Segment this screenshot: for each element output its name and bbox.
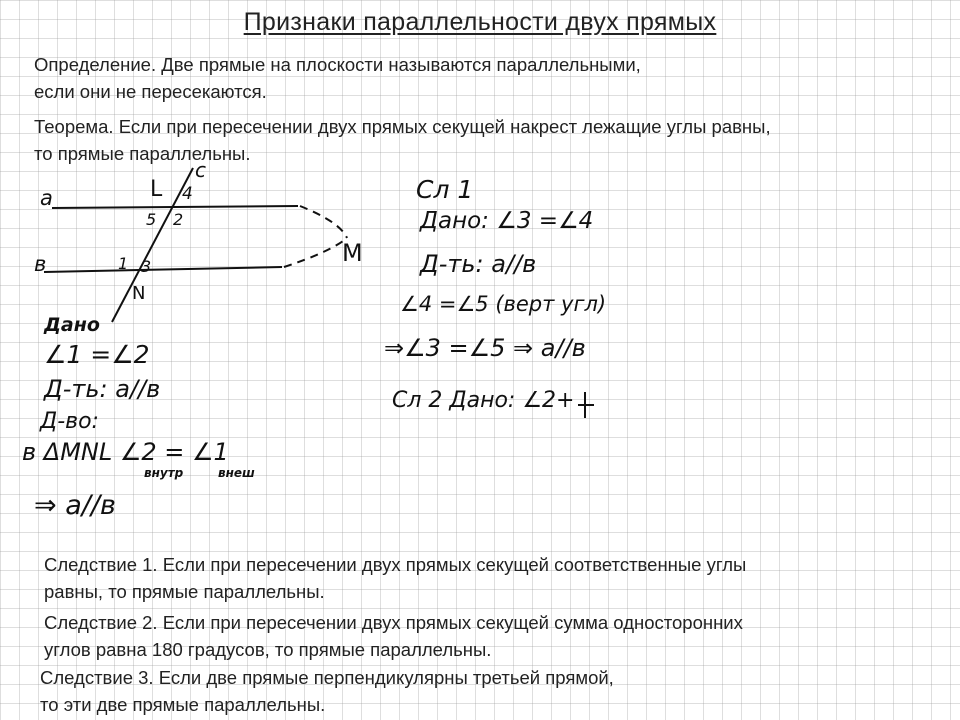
label-point-N: N (132, 283, 146, 304)
left-under-external: внеш (218, 466, 255, 480)
label-line-c: c (195, 158, 206, 182)
left-given-value: ∠1 =∠2 (44, 340, 150, 369)
corollary-1-line-2: равны, то прямые параллельны. (44, 581, 325, 602)
corollary-3 (40, 664, 614, 718)
corollary-2 (44, 609, 743, 663)
label-angle-1: 1 (118, 254, 129, 273)
right-case-1: Сл 1 (416, 175, 474, 204)
left-under-internal: внутр (144, 466, 184, 480)
left-proof-line: в ΔMNL ∠2 = ∠1 (22, 438, 229, 466)
corollary-3-line-1: Следствие 3. Если две прямые перпендикулярны третьей прямой, (40, 667, 614, 688)
definition-line-1: Определение. Две прямые на плоскости называются параллельными, (34, 54, 641, 75)
definition-line-2: если они не пересекаются. (34, 81, 267, 102)
line-b (44, 267, 282, 272)
label-angle-2: 2 (173, 210, 184, 229)
corollary-1 (44, 551, 746, 605)
left-conclusion: ⇒ a//в (34, 490, 116, 521)
label-angle-4: 4 (182, 184, 193, 204)
right-case-2: Сл 2 Дано: ∠2+ (392, 388, 575, 413)
corollary-3-line-2: то эти две прямые параллельны. (40, 694, 326, 715)
label-point-L: L (150, 177, 163, 202)
line-NM (284, 238, 347, 267)
left-given-label: Дано (44, 314, 100, 336)
right-prove: Д-ть: a//в (420, 250, 537, 278)
line-LM (300, 206, 347, 238)
line-a (52, 206, 298, 208)
label-angle-3: 3 (141, 257, 152, 276)
corollary-2-line-1: Следствие 2. Если при пересечении двух прямых секущей сумма односторонних (44, 612, 743, 633)
right-given: Дано: ∠3 =∠4 (420, 208, 594, 234)
right-step: ∠4 =∠5 (верт угл) (400, 292, 607, 316)
corollary-2-line-2: углов равна 180 градусов, то прямые параллельны. (44, 639, 492, 660)
left-prove: Д-ть: a//в (44, 375, 161, 403)
left-proof-label: Д-во: (40, 409, 99, 434)
label-line-b: в (34, 252, 47, 276)
theorem-line-2: то прямые параллельны. (34, 143, 251, 164)
title-text: Признаки параллельности двух прямых (243, 8, 717, 36)
label-angle-5: 5 (146, 210, 157, 229)
label-line-a: a (40, 186, 53, 210)
right-conclusion: ⇒∠3 =∠5 ⇒ a//в (384, 334, 586, 362)
theorem-line-1: Теорема. Если при пересечении двух прямых секущей накрест лежащие углы равны, (34, 116, 771, 137)
label-point-M: M (342, 239, 363, 267)
corollary-1-line-1: Следствие 1. Если при пересечении двух прямых секущей соответственные углы (44, 554, 747, 575)
